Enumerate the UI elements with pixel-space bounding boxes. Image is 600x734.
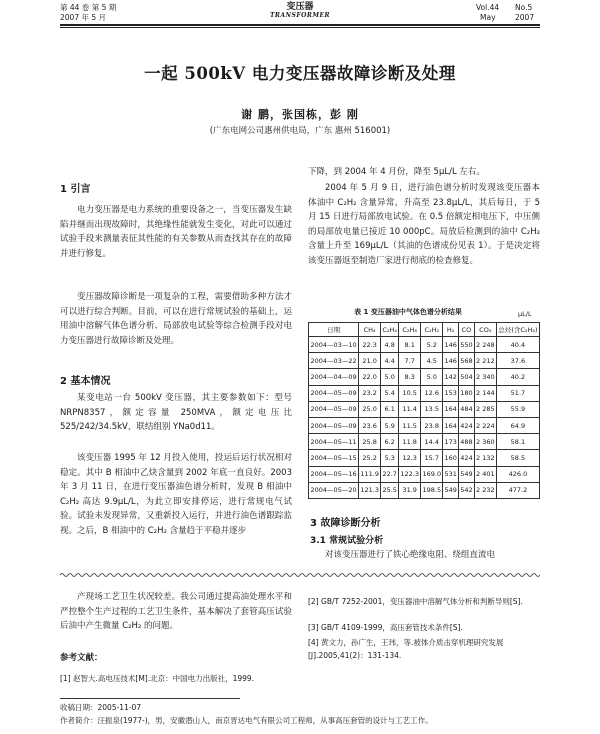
table-header-cell: CO [459,323,475,337]
table-cell: 2004—05—09 [309,401,359,417]
reference-2: [2] GB/T 7252-2001，变压器油中溶解气体分析和判断导则[S]. [308,597,523,606]
table-cell: 22.3 [359,337,381,353]
table-cell: 22.0 [359,369,381,385]
table-row [309,482,540,498]
table-cell: 169.0 [421,466,443,482]
table-caption: 表 1 变压器油中气体色谱分析结果 [354,308,462,316]
table-row [309,466,540,482]
references-heading: 参考文献： [60,653,103,663]
table-cell: 4.5 [421,353,443,369]
table-cell: 2004—05—11 [309,434,359,450]
no-en: No.5 [515,3,533,12]
table-cell: 8.1 [399,337,421,353]
table-cell: 64.9 [496,417,539,433]
table-cell: 6.2 [381,434,399,450]
table-cell: 568 [459,353,475,369]
footnote-rule [60,698,240,699]
article-authors: 谢 鹏，张国栋，彭 刚 [241,108,359,121]
table-header-cell: C₂H₂ [421,323,443,337]
table-cell: 549 [459,466,475,482]
table-cell: 31.9 [399,482,421,498]
table-cell: 23.2 [359,385,381,401]
table-cell: 198.5 [421,482,443,498]
table-cell: 2 285 [474,401,496,417]
table-cell: 180 [459,385,475,401]
table-row [309,401,540,417]
table-cell: 2004—05—09 [309,417,359,433]
article-title: 一起 500kV 电力变压器故障诊断及处理 [144,64,456,83]
author-note: 作者简介：汪振泉(1977-)，男，安徽潜山人，南京晋达电气有限公司工程师，从事高压套管的设计与工艺工作。 [60,716,433,725]
table-header-cell: CO₂ [474,323,496,337]
table-cell: 5.4 [381,385,399,401]
table-cell: 549 [443,482,459,498]
table-cell: 13.5 [421,401,443,417]
table-header-cell: H₂ [443,323,459,337]
table-cell: 25.2 [359,450,381,466]
table-cell: 2004—03—22 [309,353,359,369]
vol-en: Vol.44 [476,3,500,12]
table-cell: 504 [459,369,475,385]
month-en: May [480,13,496,22]
table-cell: 2004—05—09 [309,385,359,401]
header-rule-thick [60,24,540,26]
journal-masthead [240,2,360,19]
table-cell: 2 340 [474,369,496,385]
right-para-1: 下降，到 2004 年 4 月份，降至 5μL/L 左右。 [308,167,485,177]
table-cell: 58.1 [496,434,539,450]
table-header-cell: CH₄ [359,323,381,337]
table-cell: 2004—05—16 [309,466,359,482]
table-cell: 160 [443,450,459,466]
table-cell: 2004—05—20 [309,482,359,498]
table-cell: 426.0 [496,466,539,482]
section-1-para-2: 变压器故障诊断是一项复杂的工程，需要借助多种方法才可以进行综合判断。目前，可以在进行常规试验的基础上，运用油中溶解气体色谱分析、局部放电试验等综合检测手段对电力变压器进行故障诊断及处理。 [60,292,292,346]
section-3-1-title: 3.1 常规试验分析 [310,536,384,546]
section-1-title: 1 引言 [60,184,91,195]
table-cell: 2 232 [474,482,496,498]
table-cell: 55.9 [496,401,539,417]
table-cell: 153 [443,385,459,401]
table-cell: 7.7 [399,353,421,369]
year-en: 2007 [515,13,535,22]
table-cell: 8.3 [399,369,421,385]
table-cell: 58.5 [496,450,539,466]
table-cell: 477.2 [496,482,539,498]
page-break-wave [60,572,540,578]
article-affiliation: (广东电网公司惠州供电局，广东 惠州 516001) [209,126,391,136]
table-cell: 484 [459,401,475,417]
table-cell: 2 144 [474,385,496,401]
table-cell: 6.1 [381,401,399,417]
bottom-continued-para: 产现场工艺卫生状况较差。我公司通过提高油处理水平和严控整个生产过程的工艺卫生条件，基本解决了套管高压试验后油中产生微量 C₂H₂ 的问题。 [60,592,292,632]
table-cell: 2 212 [474,353,496,369]
table-cell: 164 [443,417,459,433]
table-cell: 146 [443,353,459,369]
table-cell: 23.8 [421,417,443,433]
header-rule-thin [60,27,540,28]
volume-line: 第 44 卷 第 5 期 [60,3,117,12]
table-row [309,434,540,450]
table-cell: 146 [443,337,459,353]
table-cell: 40.2 [496,369,539,385]
table-cell: 21.0 [359,353,381,369]
table-cell: 2 248 [474,337,496,353]
gas-analysis-table [308,322,540,499]
table-cell: 488 [459,434,475,450]
table-header-cell: C₂H₄ [381,323,399,337]
table-cell: 5.3 [381,450,399,466]
reference-1: [1] 赵智大.高电压技术[M].北京：中国电力出版社，1999. [60,674,255,683]
table-cell: 122.3 [399,466,421,482]
table-header-row [309,323,540,337]
table-cell: 142 [443,369,459,385]
table-cell: 173 [443,434,459,450]
table-cell: 2 132 [474,450,496,466]
table-row [309,417,540,433]
table-cell: 550 [459,337,475,353]
reference-4: [4] 黄文力，孙广生，王玮，等.被体介质击穿机理研究发展[J].2005,41(2)：131-134. [308,638,504,660]
table-cell: 10.5 [399,385,421,401]
table-cell: 12.3 [399,450,421,466]
table-cell: 2004—03—10 [309,337,359,353]
table-cell: 5.2 [421,337,443,353]
table-cell: 5.9 [381,417,399,433]
section-2-title: 2 基本情况 [60,376,111,387]
table-cell: 25.5 [381,482,399,498]
table-unit: μL/L [518,310,532,318]
table-cell: 25.8 [359,434,381,450]
table-row [309,450,540,466]
reference-3: [3] GB/T 4109-1999，高压套管技术条件[S]. [308,623,463,632]
table-cell: 531 [443,466,459,482]
table-cell: 2 360 [474,434,496,450]
table-cell: 5.0 [421,369,443,385]
table-cell: 11.4 [399,401,421,417]
table-cell: 15.7 [421,450,443,466]
table-header-cell: C₂H₆ [399,323,421,337]
table-cell: 2 224 [474,417,496,433]
table-row [309,369,540,385]
table-cell: 4.8 [381,337,399,353]
table-row [309,353,540,369]
table-cell: 22.7 [381,466,399,482]
section-2-para-2: 该变压器 1995 年 12 月投入使用，投运后运行状况相对稳定。其中 B 相油中乙炔含量到 2002 年底一直良好。2003 年 3 月 11 日，在进行变压器油色谱分析时，发现 B 相油中 C₂H₂ 高达 9.9μL/L，为此立即安排停运，进行常规电气试验。试验未发现异常，又重新投入运行，并进行油色谱跟踪监视。之后，B 相油中的 C₂H₂ 含量趋于平稳并逐步 [60,453,292,536]
table-cell: 25.0 [359,401,381,417]
table-cell: 2 401 [474,466,496,482]
table-cell: 424 [459,450,475,466]
table-cell: 164 [443,401,459,417]
table-cell: 14.4 [421,434,443,450]
table-cell: 11.5 [399,417,421,433]
journal-name-zh: 变压器 [286,2,314,12]
table-cell: 37.6 [496,353,539,369]
section-3-title: 3 故障诊断分析 [310,518,381,529]
gas-table-wrap [308,322,540,499]
table-cell: 4.4 [381,353,399,369]
table-cell: 2004—04—09 [309,369,359,385]
table-cell: 542 [459,482,475,498]
table-cell: 51.7 [496,385,539,401]
table-cell: 5.0 [381,369,399,385]
table-cell: 111.9 [359,466,381,482]
table-row [309,385,540,401]
received-date: 收稿日期：2005-11-07 [60,703,142,712]
section-1-para-1: 电力变压器是电力系统的重要设备之一，当变压器发生缺陷并继而出现故障时，其绝缘性能就发生变化，对此可以通过试验手段来测量表征其性能的有关参数从而查找其存在的故障并进行修复。 [60,205,292,259]
section-2-para-1: 某变电站一台 500kV 变压器，其主要参数如下：型号 NRPN8357，额定容量 250MVA，额定电压比 525/242/34.5kV，联结组别 YNa0d11。 [60,393,292,433]
right-para-2: 2004 年 5 月 9 日，进行油色谱分析时发现该变压器本体油中 C₂H₂ 含量异常，升高至 23.8μL/L，其后每日，于 5 月 15 日进行局部放电试验。在 0.5 倍额定相电压下，中压侧的局部放电量已接近 10 000pC。局放后检测到的油中 C₂H₂ 含量上升至 169μL/L（其油的色谱成份见表 1）。于是决定将该变压器返至制造厂家进行彻底的检查修复。 [308,183,540,266]
table-cell: 11.8 [399,434,421,450]
table-cell: 23.6 [359,417,381,433]
table-header-cell: 总烃(含C₂H₂) [496,323,539,337]
table-header-cell: 日期 [309,323,359,337]
table-cell: 424 [459,417,475,433]
table-row [309,337,540,353]
table-cell: 40.4 [496,337,539,353]
table-cell: 12.6 [421,385,443,401]
table-cell: 121.3 [359,482,381,498]
journal-name-en: TRANSFORMER [269,12,331,19]
table-cell: 2004—05—15 [309,450,359,466]
date-line: 2007 年 5 月 [60,13,107,22]
section-3-1-para-1: 对该变压器进行了铁心绝缘电阻、绕组直流电 [325,550,496,560]
